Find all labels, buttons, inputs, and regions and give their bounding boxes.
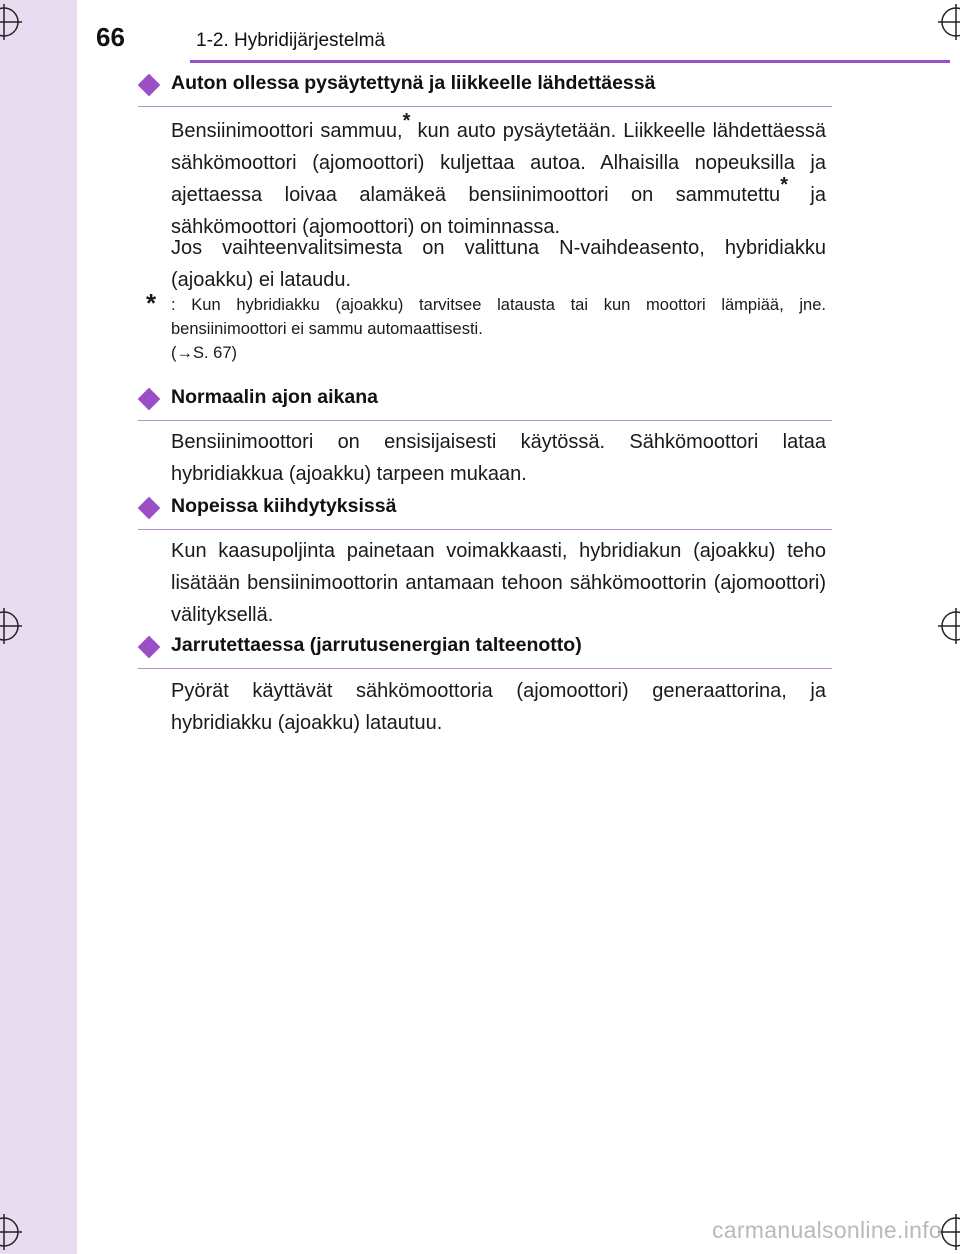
watermark: carmanualsonline.info [711, 1217, 942, 1243]
section-diamond-icon [138, 497, 161, 520]
registration-mark-icon [938, 608, 960, 644]
section-title: Auton ollessa pysäytettynä ja liikkeelle lähdettäessä [171, 72, 656, 94]
section-title: Jarrutettaessa (jarrutusenergian talteenotto) [171, 634, 582, 656]
section-2-paragraph: Bensiinimoottori on ensisijaisesti käytössä. Sähkömoottori lataa hybridiakkua (ajoakku) tarpeen mukaan. [171, 431, 826, 485]
section-heading-4 [138, 634, 832, 669]
registration-mark-icon [0, 608, 22, 644]
text-run: Bensiinimoottori sammuu, [171, 120, 403, 142]
text-run: ja sähkömoottori (ajomoottori) on toiminnassa. [171, 184, 826, 238]
registration-mark-icon [0, 4, 22, 40]
section-title: Normaalin ajon aikana [171, 386, 378, 408]
section-title: Nopeissa kiihdytyksissä [171, 495, 397, 517]
section-diamond-icon [138, 74, 161, 97]
footnote [146, 288, 826, 365]
section-heading-1 [138, 72, 832, 107]
section-heading-3 [138, 495, 832, 530]
section-4-paragraph: Pyörät käyttävät sähkömoottoria (ajomoottori) generaattorina, ja hybridiakku (ajoakku) latautuu. [171, 680, 826, 734]
header-rule [190, 60, 950, 63]
registration-mark-icon [0, 1214, 22, 1250]
registration-mark-icon [938, 4, 960, 40]
footnote-text: : Kun hybridiakku (ajoakku) tarvitsee latausta tai kun moottori lämpiää, jne. bensiinimoottori ei sammu automaattisesti. [171, 296, 826, 338]
text-run: kun auto pysäytetään. Liikkeelle lähdettäessä sähkömoottori (ajomoottori) kuljettaa autoa. Alhaisilla nopeuksilla ja ajettaessa loivaa alamäkeä bensiinimoottori on sammutettu [171, 120, 827, 206]
section-3-paragraph: Kun kaasupoljinta painetaan voimakkaasti, hybridiakun (ajoakku) teho lisätään bensiinimoottorin antamaan tehoon sähkömoottorin (ajomoottori) välityksellä. [171, 540, 826, 626]
section-diamond-icon [138, 388, 161, 411]
footnote-star: * [780, 174, 788, 197]
page-number: 66 [96, 22, 125, 52]
chapter-title: 1-2. Hybridijärjestelmä [196, 30, 386, 51]
footnote-page-ref: (→S. 67) [171, 344, 238, 362]
footnote-star: * [402, 110, 411, 133]
section-heading-2 [138, 386, 832, 421]
section-1-paragraph-2: Jos vaihteenvalitsimesta on valittuna N-vaihdeasento, hybridiakku (ajoakku) ei lataudu. [171, 237, 826, 291]
footnote-mark: * [146, 288, 157, 318]
section-1-paragraph-1 [171, 110, 827, 243]
section-diamond-icon [138, 636, 161, 659]
